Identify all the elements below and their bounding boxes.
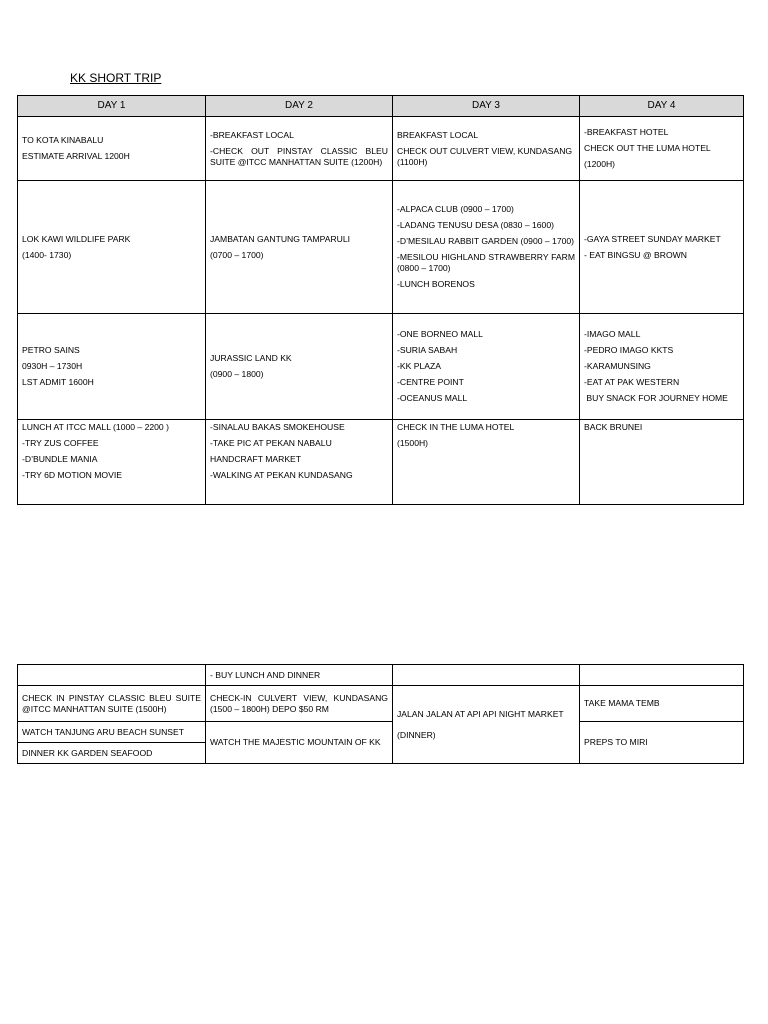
- cell-line: LOK KAWI WILDLIFE PARK: [22, 233, 131, 244]
- cell-line: -SINALAU BAKAS SMOKEHOUSE: [210, 422, 345, 432]
- day-3-header: DAY 3: [393, 96, 580, 117]
- cell-line: -SURIA SABAH: [397, 345, 458, 355]
- cell-line: -LADANG TENUSU DESA (0830 – 1600): [397, 220, 554, 230]
- cell-line: ESTIMATE ARRIVAL 1200H: [22, 151, 130, 161]
- cell-line: -D’BUNDLE MANIA: [22, 454, 98, 464]
- cell-line: -ALPACA CLUB (0900 – 1700): [397, 204, 514, 214]
- cell-line: CHECK OUT THE LUMA HOTEL: [584, 143, 711, 153]
- table-row: [18, 420, 744, 505]
- cell-line: -CENTRE POINT: [397, 377, 464, 387]
- table-cell: [580, 314, 744, 420]
- cell-line: -LUNCH BORENOS: [397, 279, 475, 289]
- table-cell: [18, 117, 206, 181]
- table-cell: [580, 117, 744, 181]
- table-cell: [18, 665, 206, 686]
- cell-line: JALAN JALAN AT API API NIGHT MARKET: [397, 708, 564, 719]
- table-cell: [580, 181, 744, 314]
- table-cell: - BUY LUNCH AND DINNER: [206, 665, 393, 686]
- table-row: [18, 117, 744, 181]
- cell-line: JURASSIC LAND KK: [210, 353, 292, 363]
- table-row: [18, 722, 744, 743]
- table-cell: [393, 314, 580, 420]
- cell-line: (1500H): [397, 438, 429, 448]
- table-cell: [393, 686, 580, 764]
- cell-line: -TRY 6D MOTION MOVIE: [22, 470, 122, 480]
- cell-line: (0700 – 1700): [210, 249, 264, 260]
- second-itinerary-table: [17, 664, 744, 764]
- cell-line: -WALKING AT PEKAN KUNDASANG: [210, 470, 353, 480]
- cell-line: (1200H): [584, 159, 616, 169]
- cell-line: BUY SNACK FOR JOURNEY HOME: [584, 393, 728, 403]
- cell-line: CHECK OUT CULVERT VIEW, KUNDASANG (1100H): [397, 145, 573, 167]
- table-cell: PREPS TO MIRI: [580, 722, 744, 764]
- cell-line: -D’MESILAU RABBIT GARDEN (0900 – 1700): [397, 236, 575, 246]
- cell-line: (0900 – 1800): [210, 369, 264, 379]
- cell-line: (1400- 1730): [22, 249, 72, 260]
- cell-line: (DINNER): [397, 729, 436, 740]
- table-row: [18, 665, 744, 686]
- cell-line: -MESILOU HIGHLAND STRAWBERRY FARM (0800 – 1700): [397, 252, 575, 273]
- table-cell: [18, 314, 206, 420]
- cell-line: -PEDRO IMAGO KKTS: [584, 345, 674, 355]
- cell-line: PETRO SAINS: [22, 345, 80, 355]
- cell-line: BREAKFAST LOCAL: [397, 129, 479, 140]
- page-title: KK SHORT TRIP: [70, 71, 162, 85]
- cell-line: -OCEANUS MALL: [397, 393, 468, 403]
- cell-line: -KARAMUNSING: [584, 361, 651, 371]
- itinerary-table: [17, 95, 744, 505]
- table-cell: [393, 420, 580, 505]
- table-cell: [18, 420, 206, 505]
- table-row: [18, 314, 744, 420]
- table-cell: [206, 420, 393, 505]
- cell-line: -ONE BORNEO MALL: [397, 329, 483, 339]
- table-cell: CHECK-IN CULVERT VIEW, KUNDASANG (1500 – 1800H) DEPO $50 RM: [206, 686, 393, 722]
- table-cell: [206, 314, 393, 420]
- table-cell: [18, 181, 206, 314]
- cell-line: LUNCH AT ITCC MALL (1000 – 2200 ): [22, 422, 169, 432]
- table-row: [18, 181, 744, 314]
- cell-line: - EAT BINGSU @ BROWN: [584, 249, 687, 260]
- cell-line: -TRY ZUS COFFEE: [22, 438, 99, 448]
- table-cell: TAKE MAMA TEMB: [580, 686, 744, 722]
- cell-line: -EAT AT PAK WESTERN: [584, 377, 680, 387]
- cell-line: -IMAGO MALL: [584, 329, 641, 339]
- cell-line: LST ADMIT 1600H: [22, 377, 94, 387]
- cell-line: HANDCRAFT MARKET: [210, 454, 302, 464]
- table-cell: [580, 420, 744, 505]
- cell-line: -GAYA STREET SUNDAY MARKET: [584, 233, 721, 244]
- table-cell: [580, 665, 744, 686]
- cell-line: -BREAKFAST LOCAL: [210, 129, 294, 140]
- cell-line: -CHECK OUT PINSTAY CLASSIC BLEU SUITE @ITCC MANHATTAN SUITE (1200H): [210, 145, 388, 167]
- cell-line: -TAKE PIC AT PEKAN NABALU: [210, 438, 332, 448]
- cell-line: 0930H – 1730H: [22, 361, 83, 371]
- table-row: [18, 686, 744, 722]
- table-cell: DINNER KK GARDEN SEAFOOD: [18, 743, 206, 764]
- table-cell: WATCH THE MAJESTIC MOUNTAIN OF KK: [206, 722, 393, 764]
- cell-line: JAMBATAN GANTUNG TAMPARULI: [210, 233, 351, 244]
- table-cell: [393, 117, 580, 181]
- cell-line: CHECK IN THE LUMA HOTEL: [397, 422, 515, 432]
- table-cell: WATCH TANJUNG ARU BEACH SUNSET: [18, 722, 206, 743]
- day-1-header: DAY 1: [18, 96, 206, 117]
- table-cell: [393, 181, 580, 314]
- header-row: [18, 96, 744, 117]
- table-cell: [206, 181, 393, 314]
- day-2-header: DAY 2: [206, 96, 393, 117]
- cell-line: -BREAKFAST HOTEL: [584, 127, 669, 137]
- table-cell: [393, 665, 580, 686]
- cell-line: TO KOTA KINABALU: [22, 135, 104, 145]
- cell-line: -KK PLAZA: [397, 361, 441, 371]
- cell-line: BACK BRUNEI: [584, 422, 643, 432]
- day-4-header: DAY 4: [580, 96, 744, 117]
- table-cell: [206, 117, 393, 181]
- table-cell: CHECK IN PINSTAY CLASSIC BLEU SUITE @ITCC MANHATTAN SUITE (1500H): [18, 686, 206, 722]
